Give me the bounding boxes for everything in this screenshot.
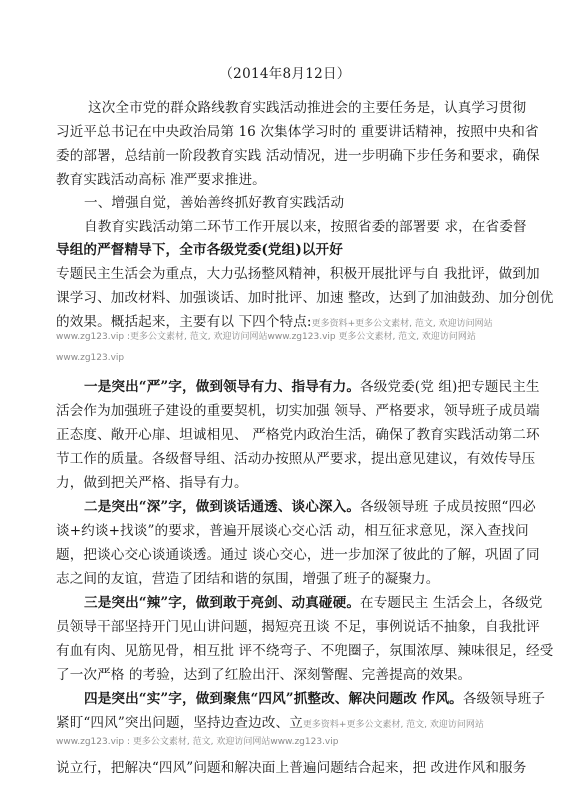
paragraph-text: 的效果。概括起来，主要有以 下四个特点: bbox=[56, 314, 312, 330]
point-text: 各级领导班 子成员按照“四必 bbox=[360, 499, 536, 515]
paragraph-line: 课学习、加改材料、加强谈话、加时批评、加速 整改，达到了加油鼓劲、加分创优 bbox=[56, 290, 554, 306]
paragraph-line: 题，把谈心交心谈通谈透。通过 谈心交心，进一步加深了彼此的了解，巩固了同 bbox=[56, 547, 540, 563]
section-heading: 一、增强自觉，善始善终抓好教育实践活动 bbox=[84, 195, 345, 211]
paragraph-line: 自教育实践活动第二环节工作开展以来，按照省委的部署要 求，在省委督 bbox=[84, 219, 527, 235]
paragraph-line bbox=[56, 711, 484, 737]
watermark-text: 更多资料+更多公文素材, 范文, 欢迎访问网站 bbox=[302, 720, 484, 730]
paragraph-line: 活会作为加强班子建设的重要契机，切实加强 领导、严格要求，领导班子成员端 bbox=[56, 403, 540, 419]
point-lead: 四是突出“实”字，做到聚焦“四风”抓整改、解决问题改 作风。 bbox=[84, 691, 463, 707]
paragraph-line: 员领导干部坚持开门见山讲问题，揭短亮丑谈 不足，事例说话不抽象，自我批评 bbox=[56, 619, 540, 635]
paragraph-line: 委的部署，总结前一阶段教育实践 活动情况，进一步明确下步任务和要求，确保 bbox=[56, 148, 540, 164]
paragraph-line: 有血有肉、见筋见骨，相互批 评不绕弯子、不兜圈子，氛围浓厚、辣味很足，经受 bbox=[56, 643, 554, 659]
point-lead: 二是突出“深”字，做到谈话通透、谈心深入。 bbox=[84, 499, 361, 515]
watermark-line: www.zg123.vip : 更多公文素材, 范文, 欢迎访问网站www.zg123.vip bbox=[56, 737, 339, 747]
point-text: 各级党委(党 组)把专题民主生 bbox=[360, 379, 540, 395]
point-lead: 一是突出“严”字，做到领导有力、指导有力。 bbox=[84, 379, 361, 395]
paragraph-line: 导组的严督精导下，全市各级党委(党组)以开好 bbox=[56, 242, 343, 258]
paragraph-line: 这次全市党的群众路线教育实践活动推进会的主要任务是，认真学习贯彻 bbox=[88, 100, 527, 116]
point-line bbox=[84, 495, 536, 519]
paragraph-line: 谈+约谈+找谈”的要求，普遍开展谈心交心活 动，相互征求意见，深入查找问 bbox=[56, 523, 529, 539]
watermark-line: www.zg123.vip :更多公文素材, 范文, 欢迎访问网站www.zg123.vip 更多公文素材, 范文, 欢迎访问网站 bbox=[56, 332, 476, 342]
point-line bbox=[84, 375, 540, 399]
watermark-line: www.zg123.vip bbox=[56, 353, 125, 363]
paragraph-line: 正态度、敞开心扉、坦诚相见、 严格党内政治生活，确保了教育实践活动第二环 bbox=[56, 427, 540, 443]
paragraph-line: 力，做到把关严格、指导有力。 bbox=[56, 475, 248, 491]
speech-date: （2014年8月12日） bbox=[219, 66, 351, 82]
watermark-text: 更多资料+更多公文素材, 范文, 欢迎访问网站 bbox=[311, 319, 493, 329]
paragraph-line: 教育实践活动高标 准严要求推进。 bbox=[56, 172, 266, 188]
paragraph-line: 专题民主生活会为重点，大力弘扬整风精神，积极开展批评与自 我批评，做到加 bbox=[56, 266, 540, 282]
paragraph-line: 习近平总书记在中央政治局第 16 次集体学习时的 重要讲话精神，按照中央和省 bbox=[56, 124, 539, 140]
point-text: 各级领导班子 bbox=[462, 691, 546, 707]
paragraph-line: 节工作的质量。各级督导组、活动办按照从严要求，提出意见建议，有效传导压 bbox=[56, 451, 536, 467]
point-lead: 三是突出“辣”字，做到敢于亮剑、动真碰硬。 bbox=[84, 595, 361, 611]
paragraph-line: 了一次严格 的考验，达到了红脸出汗、深刻警醒、完善提高的效果。 bbox=[56, 667, 472, 683]
paragraph-text: 紧盯“四风”突出问题，坚持边查边改、立 bbox=[56, 715, 303, 731]
point-line bbox=[84, 687, 545, 711]
point-line bbox=[84, 591, 542, 615]
paragraph-line: 说立行，把解决“四风”问题和解决面上普遍问题结合起来，把 改进作风和服务 bbox=[56, 760, 527, 776]
paragraph-line: 志之间的友谊，营造了团结和谐的氛围，增强了班子的凝聚力。 bbox=[56, 571, 440, 587]
point-text: 在专题民主 生活会上，各级党 bbox=[360, 595, 543, 611]
